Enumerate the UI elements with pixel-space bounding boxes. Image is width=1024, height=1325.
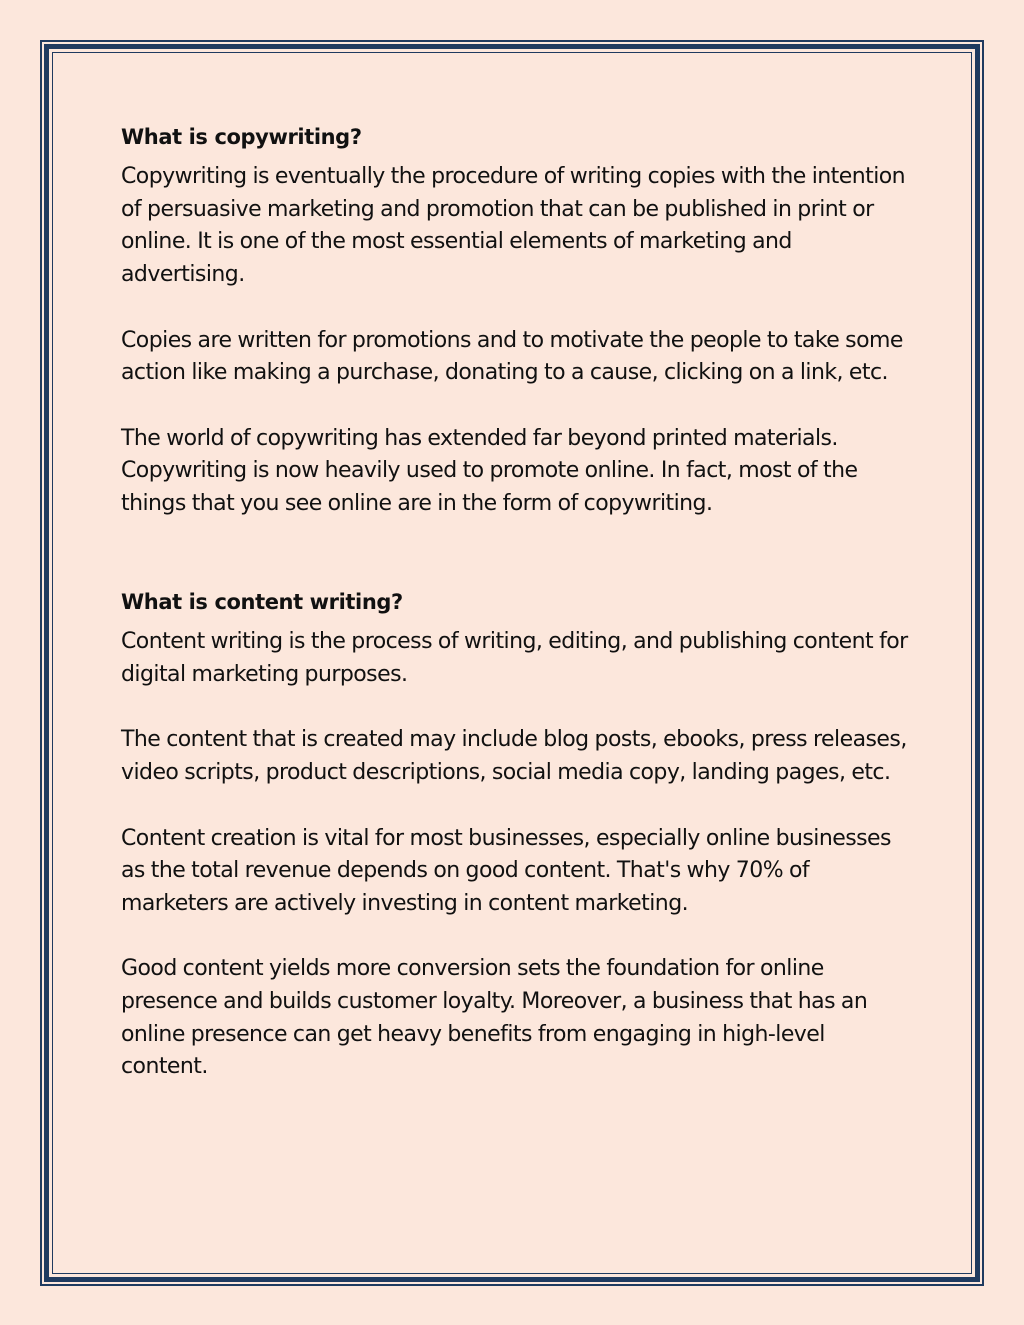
paragraph: Good content yields more conversion sets the foundation for online presence and builds customer loyalty. Moreover, a business that has an online presence can get heavy benefits from engaging in high-level content. [121, 956, 868, 1080]
section-spacer [121, 553, 911, 583]
document-body [121, 118, 911, 1117]
heading-copywriting: What is copywriting? [121, 125, 362, 149]
section-content-writing [121, 583, 911, 1084]
paragraph: The content that is created may include blog posts, ebooks, press releases, video scripts, product descriptions, social media copy, landing pages, etc. [121, 727, 907, 786]
paragraph: Content creation is vital for most businesses, especially online businesses as the total revenue depends on good content. That's why 70% of marketers are actively investing in content marketing. [121, 825, 891, 916]
heading-content-writing: What is content writing? [121, 590, 403, 615]
paragraph: Copies are written for promotions and to motivate the people to take some action like making a purchase, donating to a cause, clicking on a link, etc. [121, 327, 903, 386]
section-copywriting [121, 118, 911, 521]
paragraph: Content writing is the process of writing, editing, and publishing content for digital marketing purposes. [121, 629, 908, 688]
paragraph: The world of copywriting has extended far beyond printed materials. Copywriting is now heavily used to promote online. In fact, most of the things that you see online are in the form of copywriting. [121, 425, 858, 516]
paragraph: Copywriting is eventually the procedure of writing copies with the intention of persuasive marketing and promotion that can be published in print or online. It is one of the most essential elements of marketing and advertising. [121, 164, 906, 288]
